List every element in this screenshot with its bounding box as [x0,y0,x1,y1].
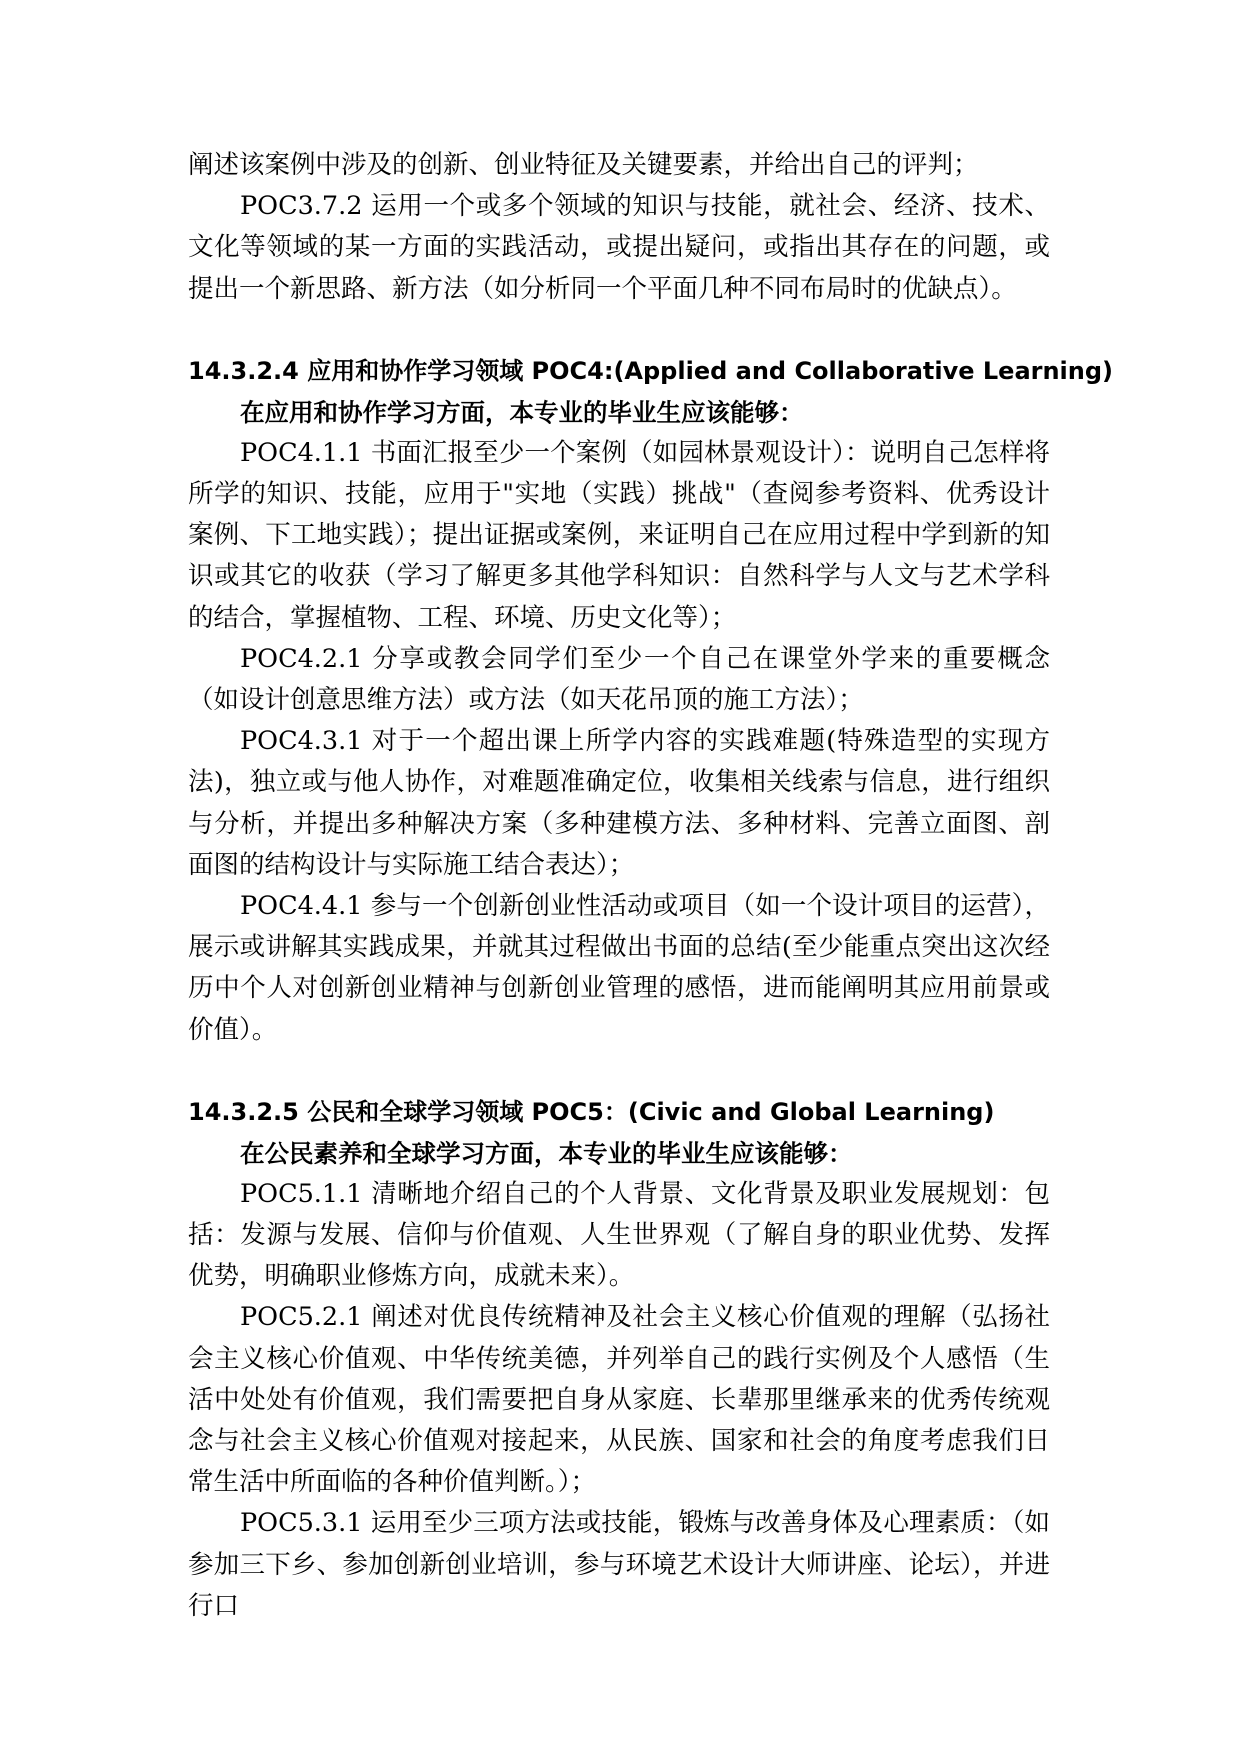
paragraph-poc4-1-1: POC4.1.1 书面汇报至少一个案例（如园林景观设计）：说明自己怎样将所学的知识、技能，应用于"实地（实践）挑战"（查阅参考资料、优秀设计案例、下工地实践）；提出证据或案例，来证明自己在应用过程中学到新的知识或其它的收获（学习了解更多其他学科知识：自然科学与人文与艺术学科的结合，掌握植物、工程、环境、历史文化等）； [188,437,1050,633]
paragraph-continuation: 阐述该案例中涉及的创新、创业特征及关键要素，并给出自己的评判； [188,150,979,180]
document-body [188,145,1114,1627]
section-heading-poc4: 14.3.2.4 应用和协作学习领域 POC4:(Applied and Collaborative Learning) [188,356,1114,385]
paragraph-poc5-2-1: POC5.2.1 阐述对优良传统精神及社会主义核心价值观的理解（弘扬社会主义核心价值观、中华传统美德，并列举自己的践行实例及个人感悟（生活中处处有价值观，我们需要把自身从家庭、长辈那里继承来的优秀传统观念与社会主义核心价值观对接起来，从民族、国家和社会的角度考虑我们日常生活中所面临的各种价值判断。）； [188,1302,1050,1498]
section-subheading-poc5: 在公民素养和全球学习方面，本专业的毕业生应该能够： [240,1138,853,1168]
paragraph-poc5-1-1: POC5.1.1 清晰地介绍自己的个人背景、文化背景及职业发展规划：包括：发源与发展、信仰与价值观、人生世界观（了解自身的职业优势、发挥优势，明确职业修炼方向，成就未来）。 [188,1178,1050,1292]
section-heading-poc5: 14.3.2.5 公民和全球学习领域 POC5：(Civic and Global Learning) [188,1097,995,1126]
paragraph-poc4-2-1: POC4.2.1 分享或教会同学们至少一个自己在课堂外学来的重要概念（如设计创意思维方法）或方法（如天花吊顶的施工方法）； [188,643,1050,716]
paragraph-poc3-7-2: POC3.7.2 运用一个或多个领域的知识与技能，就社会、经济、技术、文化等领域的某一方面的实践活动，或提出疑问，或指出其存在的问题，或提出一个新思路、新方法（如分析同一个平面几种不同布局时的优缺点）。 [188,191,1050,304]
section-spacer [188,1051,1050,1092]
section-subheading-poc4: 在应用和协作学习方面，本专业的毕业生应该能够： [240,397,804,427]
paragraph-poc4-4-1: POC4.4.1 参与一个创新创业性活动或项目（如一个设计项目的运营），展示或讲解其实践成果，并就其过程做出书面的总结(至少能重点突出这次经历中个人对创新创业精神与创新创业管理的感悟，进而能阐明其应用前景或价值）。 [188,891,1050,1045]
section-spacer [188,310,1050,351]
paragraph-poc5-3-1: POC5.3.1 运用至少三项方法或技能，锻炼与改善身体及心理素质：（如参加三下乡、参加创新创业培训，参与环境艺术设计大师讲座、论坛），并进行口 [188,1508,1050,1621]
paragraph-poc4-3-1: POC4.3.1 对于一个超出课上所学内容的实践难题(特殊造型的实现方法)，独立或与他人协作，对难题准确定位，收集相关线索与信息，进行组织与分析，并提出多种解决方案（多种建模方法、多种材料、完善立面图、剖面图的结构设计与实际施工结合表达）； [188,726,1050,880]
